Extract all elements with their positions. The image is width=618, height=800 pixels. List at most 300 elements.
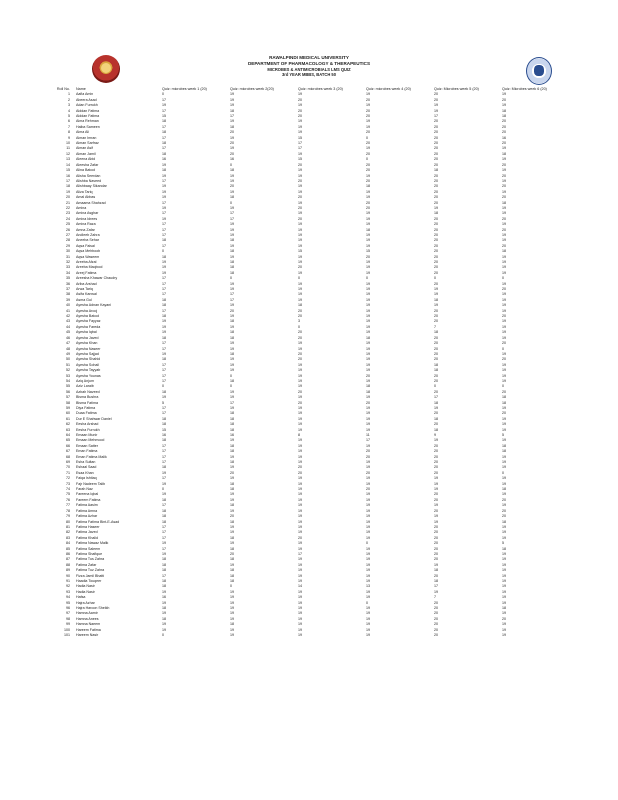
score-cell: 18 (230, 411, 234, 416)
score-cell: 19 (502, 362, 506, 367)
score-cell: 17 (162, 232, 166, 237)
score-cell: 20 (434, 611, 438, 616)
score-cell: 20 (366, 254, 370, 259)
department-name: DEPARTMENT OF PHARMACOLOGY & THERAPEUTICS (247, 60, 371, 66)
score-cell: 19 (230, 287, 234, 292)
score-cell: 19 (366, 195, 370, 200)
score-cell: 19 (230, 405, 234, 410)
score-cell: 19 (366, 308, 370, 313)
score-cell: 20 (434, 449, 438, 454)
score-cell: 19 (434, 476, 438, 481)
score-cell: 18 (162, 389, 166, 394)
score-cell: 19 (162, 103, 166, 108)
score-cell: 19 (230, 465, 234, 470)
score-cell: 20 (298, 330, 302, 335)
name-cell: Amina Idrees (76, 216, 98, 221)
score-cell: 19 (298, 341, 302, 346)
score-cell: 19 (230, 627, 234, 632)
score-cell: 20 (298, 195, 302, 200)
score-cell: 19 (366, 476, 370, 481)
score-cell: 18 (162, 238, 166, 243)
score-cell: 19 (230, 146, 234, 151)
score-cell: 19 (366, 443, 370, 448)
score-cell: 19 (230, 454, 234, 459)
score-cell: 19 (366, 297, 370, 302)
score-cell: 8 (298, 433, 300, 437)
score-cell: 19 (230, 530, 234, 535)
score-cell: 18 (162, 606, 166, 610)
score-cell: 18 (434, 211, 438, 216)
name-cell: Asma Gul (76, 297, 92, 302)
score-cell: 20 (434, 270, 438, 275)
score-cell: 19 (502, 454, 506, 459)
score-cell: 19 (502, 351, 506, 356)
name-cell: Fatima Tus Zahra (76, 557, 105, 562)
score-cell: 17 (298, 141, 302, 146)
score-cell: 20 (434, 119, 438, 124)
score-cell: 11 (366, 433, 370, 437)
roll-no-cell: 56 (66, 389, 70, 394)
score-cell: 19 (366, 378, 370, 383)
score-cell: 19 (366, 514, 370, 519)
score-cell: 19 (298, 411, 302, 416)
score-cell: 20 (434, 346, 438, 351)
roll-no-cell: 101 (64, 633, 70, 638)
name-cell: Hareem Fatima (76, 627, 101, 632)
score-cell: 17 (162, 449, 166, 454)
score-cell: 18 (502, 546, 506, 551)
score-cell: 19 (502, 562, 506, 567)
name-cell: Hadia Nasir (76, 584, 95, 589)
score-cell: 18 (162, 616, 166, 621)
score-cell: 17 (366, 438, 370, 443)
score-cell: 19 (502, 189, 506, 194)
score-cell: 19 (366, 627, 370, 632)
score-cell: 20 (502, 287, 506, 292)
score-cell: 20 (434, 260, 438, 264)
score-cell: 19 (502, 476, 506, 481)
score-cell: 18 (162, 130, 166, 135)
score-cell: 19 (230, 135, 234, 140)
score-cell: 18 (434, 362, 438, 367)
score-cell: 20 (366, 400, 370, 405)
name-cell: Fatima Haseer (76, 524, 100, 529)
score-cell: 19 (162, 551, 166, 556)
score-cell: 18 (162, 557, 166, 562)
score-cell: 20 (434, 373, 438, 378)
score-cell: 19 (502, 627, 506, 632)
score-cell: 17 (162, 476, 166, 481)
score-cell: 19 (298, 460, 302, 465)
score-cell: 18 (230, 330, 234, 335)
score-cell: 19 (502, 460, 506, 465)
score-cell: 17 (162, 243, 166, 248)
score-cell: 18 (162, 314, 166, 319)
roll-no-cell: 53 (66, 373, 70, 378)
score-cell: 19 (298, 92, 302, 97)
score-cell: 20 (434, 178, 438, 183)
score-cell: 19 (162, 611, 166, 616)
score-cell: 20 (366, 97, 370, 102)
score-cell: 20 (434, 546, 438, 551)
score-cell: 19 (230, 438, 234, 443)
score-cell: 19 (298, 422, 302, 427)
score-cell: 20 (502, 389, 506, 394)
roll-no-cell: 60 (66, 411, 70, 416)
roll-no-cell: 29 (66, 243, 70, 248)
name-cell: Fareem Fatima (76, 497, 101, 502)
roll-no-cell: 5 (68, 114, 70, 119)
roll-no-cell: 54 (66, 378, 70, 383)
score-cell: 19 (366, 546, 370, 551)
roll-no-cell: 62 (66, 422, 70, 427)
score-cell: 20 (434, 600, 438, 605)
score-cell: 19 (366, 422, 370, 427)
roll-no-cell: 43 (66, 319, 70, 324)
roll-no-cell: 41 (66, 308, 70, 313)
score-cell: 19 (366, 589, 370, 594)
score-cell: 19 (366, 260, 370, 264)
score-cell: 20 (434, 124, 438, 129)
score-cell: 19 (230, 616, 234, 621)
name-cell: Amina Asghar (76, 211, 99, 216)
score-cell: 20 (502, 130, 506, 135)
score-cell: 19 (162, 260, 166, 264)
quiz-title: MICROBES & ANTIMICROBIALS LMS QUIZ (267, 66, 351, 72)
score-cell: 17 (230, 292, 234, 297)
roll-no-cell: 46 (66, 335, 70, 340)
score-cell: 20 (298, 357, 302, 362)
score-cell: 19 (366, 211, 370, 216)
name-cell: Farah Naz (76, 487, 93, 492)
score-cell: 20 (366, 200, 370, 205)
score-cell: 18 (230, 260, 234, 264)
roll-no-cell: 37 (66, 287, 70, 292)
score-cell: 19 (298, 449, 302, 454)
score-cell: 20 (502, 184, 506, 189)
name-cell: Faiqa Ishtiaq (76, 476, 97, 481)
roll-no-cell: 14 (66, 162, 70, 167)
name-cell: Amina Raza (76, 222, 96, 227)
score-cell: 19 (366, 341, 370, 346)
score-cell: 19 (298, 281, 302, 286)
score-cell: 19 (502, 600, 506, 605)
score-cell: 20 (502, 162, 506, 167)
score-cell: 20 (434, 557, 438, 562)
score-cell: 20 (434, 157, 438, 162)
name-cell: Ayesha Shahid (76, 357, 101, 362)
score-cell: 19 (298, 292, 302, 297)
name-cell: Aiman Asif (76, 146, 93, 151)
roll-no-cell: 24 (66, 216, 70, 221)
score-cell: 19 (434, 405, 438, 410)
col-week-5: Quiz: Microbes week 5 (20) (434, 87, 479, 91)
score-cell: 19 (230, 541, 234, 546)
roll-no-cell: 52 (66, 368, 70, 373)
roll-no-cell: 8 (68, 130, 70, 135)
score-cell: 17 (230, 216, 234, 221)
score-cell: 19 (366, 411, 370, 416)
score-cell: 20 (434, 341, 438, 346)
name-cell: Ayesha Khan (76, 341, 98, 346)
score-cell: 19 (230, 97, 234, 102)
roll-no-cell: 77 (66, 503, 70, 508)
roll-no-cell: 26 (66, 227, 70, 232)
score-cell: 20 (434, 422, 438, 427)
name-cell: Fatima Saleem (76, 546, 101, 551)
score-cell: 20 (502, 341, 506, 346)
score-cell: 19 (298, 151, 302, 156)
roll-no-cell: 98 (66, 616, 70, 621)
name-cell: Amal Abbas (76, 195, 96, 200)
name-cell: Azbah Naveed (76, 389, 100, 394)
score-cell: 19 (298, 227, 302, 232)
col-roll-no: Roll No. (56, 87, 70, 91)
roll-no-cell: 92 (66, 584, 70, 589)
score-cell: 19 (298, 503, 302, 508)
score-cell: 20 (434, 184, 438, 189)
score-cell: 20 (230, 130, 234, 135)
score-cell: 17 (230, 297, 234, 302)
name-cell: Fareena Iqbal (76, 492, 99, 497)
score-cell: 17 (162, 211, 166, 216)
name-cell: Ayesha Tayyab (76, 368, 101, 373)
score-cell: 19 (298, 519, 302, 524)
score-cell: 20 (434, 443, 438, 448)
score-cell: 19 (298, 487, 302, 492)
score-cell: 17 (162, 346, 166, 351)
score-cell: 19 (434, 438, 438, 443)
score-cell: 18 (366, 184, 370, 189)
score-cell: 20 (366, 470, 370, 475)
score-cell: 20 (434, 497, 438, 502)
score-cell: 19 (230, 314, 234, 319)
score-cell: 18 (162, 584, 166, 589)
score-cell: 20 (434, 524, 438, 529)
name-cell: Hajra Haroon Sheikh (76, 606, 110, 610)
score-cell: 19 (434, 519, 438, 524)
score-cell: 19 (230, 281, 234, 286)
score-cell: 20 (502, 124, 506, 129)
score-cell: 19 (502, 308, 506, 313)
score-cell: 19 (298, 124, 302, 129)
score-cell: 19 (230, 227, 234, 232)
name-cell: Adan Furrukh (76, 103, 98, 108)
roll-no-cell: 91 (66, 578, 70, 583)
score-cell: 19 (298, 378, 302, 383)
name-cell: Alishba Naveed (76, 178, 102, 183)
roll-no-cell: 30 (66, 249, 70, 254)
roll-no-cell: 73 (66, 481, 70, 486)
score-cell: 19 (298, 622, 302, 627)
score-cell: 19 (298, 270, 302, 275)
score-cell: 20 (366, 373, 370, 378)
name-cell: Aafia Amin (76, 92, 94, 97)
roll-no-cell: 95 (66, 600, 70, 605)
name-cell: Hafsa (76, 595, 86, 600)
score-cell: 19 (366, 270, 370, 275)
col-week-1: Quiz: microbes week 1 (20) (162, 87, 207, 91)
score-cell: 19 (366, 314, 370, 319)
score-cell: 19 (502, 573, 506, 578)
name-cell: Esha Sultan (76, 460, 96, 465)
score-cell: 19 (502, 254, 506, 259)
col-name: Name (76, 87, 86, 91)
name-cell: Haadia Touqeer (76, 578, 102, 583)
name-cell: Aleesha Zafar (76, 162, 99, 167)
score-cell: 18 (230, 416, 234, 421)
score-cell: 19 (502, 232, 506, 237)
score-cell: 20 (434, 492, 438, 497)
score-cell: 20 (298, 114, 302, 119)
score-cell: 19 (366, 232, 370, 237)
score-cell: 20 (502, 173, 506, 178)
name-cell: Areeba Maqbool (76, 265, 103, 270)
score-cell: 18 (162, 422, 166, 427)
score-cell: 20 (434, 281, 438, 286)
score-cell: 19 (502, 568, 506, 573)
score-cell: 19 (366, 351, 370, 356)
roll-no-cell: 94 (66, 595, 70, 600)
score-cell: 0 (366, 600, 368, 605)
score-cell: 19 (434, 287, 438, 292)
score-cell: 20 (298, 178, 302, 183)
score-cell: 19 (298, 557, 302, 562)
score-cell: 13 (366, 584, 370, 589)
score-cell: 19 (366, 535, 370, 540)
score-cell: 19 (298, 573, 302, 578)
score-cell: 18 (162, 465, 166, 470)
score-cell: 14 (298, 584, 302, 589)
score-cell: 18 (230, 519, 234, 524)
score-cell: 19 (298, 589, 302, 594)
roll-no-cell: 42 (66, 314, 70, 319)
score-cell: 18 (298, 303, 302, 308)
name-cell: Eesha Furrukh (76, 427, 100, 432)
score-cell: 18 (502, 151, 506, 156)
score-cell: 0 (162, 92, 164, 97)
score-cell: 20 (434, 135, 438, 140)
score-cell: 18 (230, 427, 234, 432)
score-cell: 20 (434, 319, 438, 324)
score-cell: 18 (434, 330, 438, 335)
roll-no-cell: 50 (66, 357, 70, 362)
score-cell: 20 (434, 389, 438, 394)
score-cell: 17 (162, 146, 166, 151)
score-cell: 19 (366, 346, 370, 351)
score-cell: 19 (366, 611, 370, 616)
name-cell: Esaa Khan (76, 470, 94, 475)
score-cell: 19 (502, 551, 506, 556)
score-cell: 19 (298, 130, 302, 135)
score-cell: 19 (162, 270, 166, 275)
name-cell: Hamna Naeem (76, 622, 101, 627)
score-cell: 18 (230, 378, 234, 383)
score-cell: 19 (298, 524, 302, 529)
score-cell: 17 (162, 443, 166, 448)
name-cell: Hamna Anees (76, 616, 99, 621)
score-cell: 17 (162, 292, 166, 297)
roll-no-cell: 21 (66, 200, 70, 205)
score-cell: 0 (162, 249, 164, 254)
score-cell: 19 (230, 589, 234, 594)
score-cell: 19 (502, 281, 506, 286)
roll-no-cell: 71 (66, 470, 70, 475)
score-cell: 17 (162, 535, 166, 540)
score-cell: 19 (502, 427, 506, 432)
score-cell: 19 (502, 368, 506, 373)
col-week-6: Quiz: Microbes week 6 (20) (502, 87, 547, 91)
score-cell: 18 (162, 508, 166, 513)
score-cell: 20 (366, 151, 370, 156)
score-cell: 19 (366, 481, 370, 486)
score-cell: 19 (230, 611, 234, 616)
score-cell: 20 (434, 470, 438, 475)
score-cell: 20 (434, 378, 438, 383)
score-cell: 19 (502, 178, 506, 183)
score-cell: 19 (366, 427, 370, 432)
score-cell: 17 (298, 551, 302, 556)
roll-no-cell: 11 (66, 146, 70, 151)
roll-no-cell: 64 (66, 433, 70, 437)
score-cell: 17 (162, 368, 166, 373)
score-cell: 9 (434, 433, 436, 437)
name-cell: Eshaal Saad (76, 465, 97, 470)
score-cell: 20 (434, 530, 438, 535)
name-cell: Aziz Laraib (76, 384, 94, 389)
name-cell: Fatima Tuz Zahra (76, 568, 105, 573)
name-cell: Ayesha Arooj (76, 308, 98, 313)
score-cell: 19 (502, 622, 506, 627)
score-cell: 19 (298, 200, 302, 205)
roll-no-cell: 81 (66, 524, 70, 529)
score-cell: 19 (230, 476, 234, 481)
score-cell: 19 (366, 497, 370, 502)
score-cell: 19 (366, 243, 370, 248)
score-cell: 19 (366, 578, 370, 583)
score-cell: 19 (502, 260, 506, 264)
score-cell: 17 (162, 178, 166, 183)
roll-no-cell: 9 (68, 135, 70, 140)
score-cell: 19 (298, 395, 302, 400)
score-cell: 17 (162, 124, 166, 129)
name-cell: Duaa Fatima (76, 411, 97, 416)
score-cell: 20 (434, 508, 438, 513)
score-cell: 0 (230, 584, 232, 589)
score-cell: 18 (502, 108, 506, 113)
score-cell: 16 (162, 157, 166, 162)
score-cell: 20 (434, 162, 438, 167)
score-cell: 19 (298, 606, 302, 610)
name-cell: Haiba Sameen (76, 124, 100, 129)
score-cell: 20 (434, 541, 438, 546)
score-cell: 19 (298, 254, 302, 259)
score-cell: 0 (230, 200, 232, 205)
score-cell: 19 (434, 487, 438, 492)
name-cell: Fatima Aasim (76, 503, 98, 508)
score-cell: 19 (502, 530, 506, 535)
score-cell: 19 (298, 492, 302, 497)
name-cell: Areeba Afzal (76, 260, 97, 264)
score-cell: 5 (502, 433, 504, 437)
score-cell: 20 (434, 200, 438, 205)
score-cell: 19 (162, 492, 166, 497)
score-cell: 19 (502, 524, 506, 529)
score-cell: 19 (298, 189, 302, 194)
score-cell: 18 (230, 460, 234, 465)
score-cell: 18 (162, 297, 166, 302)
score-cell: 18 (502, 487, 506, 492)
